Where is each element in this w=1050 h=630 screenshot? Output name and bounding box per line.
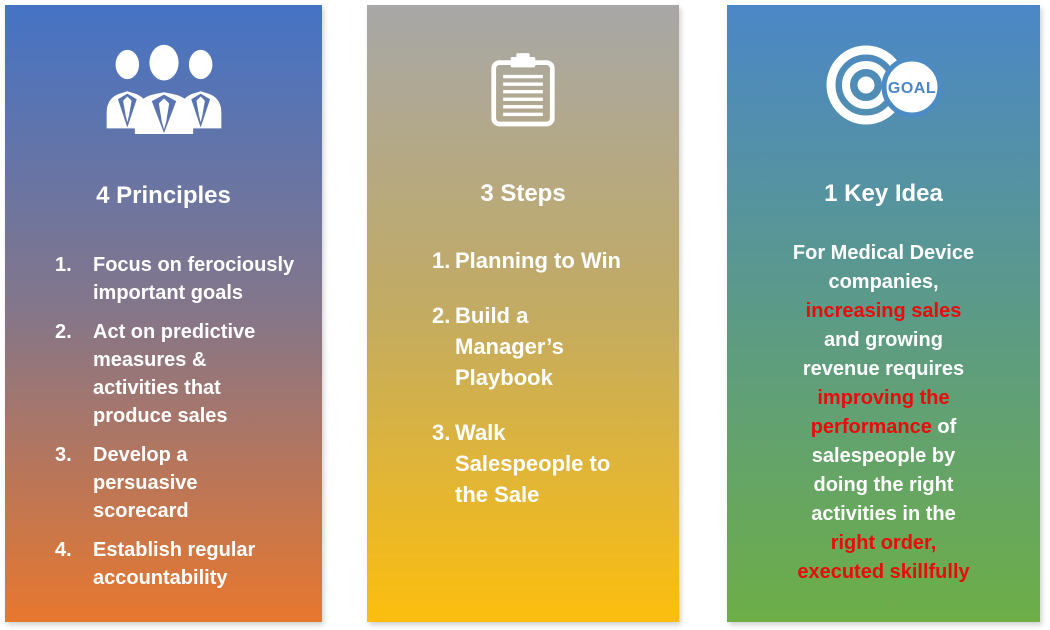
keyidea-line: improving the xyxy=(817,387,950,409)
list-item xyxy=(432,417,671,510)
list-item-text: Act on predictive measures & activities that produce sales xyxy=(93,321,256,427)
keyidea-line: performance of xyxy=(810,416,957,438)
list-item xyxy=(55,251,312,307)
principles-heading: 4 Principles xyxy=(96,182,231,209)
keyidea-line: increasing sales xyxy=(805,300,962,322)
list-item-number: 3. xyxy=(55,444,72,466)
panel-principles xyxy=(5,5,322,622)
list-item xyxy=(55,441,312,525)
list-item-number: 2. xyxy=(55,321,72,343)
steps-list xyxy=(367,245,679,510)
list-item-text: Build a Manager’s Playbook xyxy=(455,303,564,390)
list-item-number: 2. xyxy=(432,303,451,328)
goal-target-icon xyxy=(727,5,1040,131)
keyidea-line: and growing xyxy=(824,329,943,351)
panel-steps xyxy=(367,5,679,622)
keyidea-body xyxy=(727,239,1040,587)
list-item-text: Establish regular accountability xyxy=(93,539,256,589)
list-item xyxy=(55,536,312,592)
panel-key-idea xyxy=(727,5,1040,622)
list-item-text: Focus on ferociously important goals xyxy=(93,254,295,304)
keyidea-line: activities in the xyxy=(811,503,956,525)
list-item-number: 4. xyxy=(55,539,72,561)
keyidea-heading: 1 Key Idea xyxy=(824,180,943,207)
list-item-text: Develop a persuasive scorecard xyxy=(93,444,198,522)
keyidea-line: companies, xyxy=(828,271,939,293)
list-item-number: 1. xyxy=(55,254,72,276)
keyidea-line: salespeople by xyxy=(811,445,956,467)
keyidea-line: revenue requires xyxy=(802,358,965,380)
steps-heading: 3 Steps xyxy=(480,180,566,207)
keyidea-line: right order, xyxy=(830,532,937,554)
list-item-text: Planning to Win xyxy=(455,248,621,273)
list-item xyxy=(432,245,671,276)
list-item xyxy=(432,300,671,393)
keyidea-line: For Medical Device xyxy=(792,242,975,264)
keyidea-line: executed skillfully xyxy=(797,561,970,583)
list-item-text: Walk Salespeople to the Sale xyxy=(455,420,611,507)
list-item xyxy=(55,318,312,430)
team-icon xyxy=(5,5,322,135)
principles-list xyxy=(5,251,322,592)
list-item-number: 1. xyxy=(432,248,451,273)
list-item-number: 3. xyxy=(432,420,451,445)
goal-label: GOAL xyxy=(887,80,936,97)
clipboard-icon xyxy=(367,5,679,129)
keyidea-line: doing the right xyxy=(813,474,954,496)
